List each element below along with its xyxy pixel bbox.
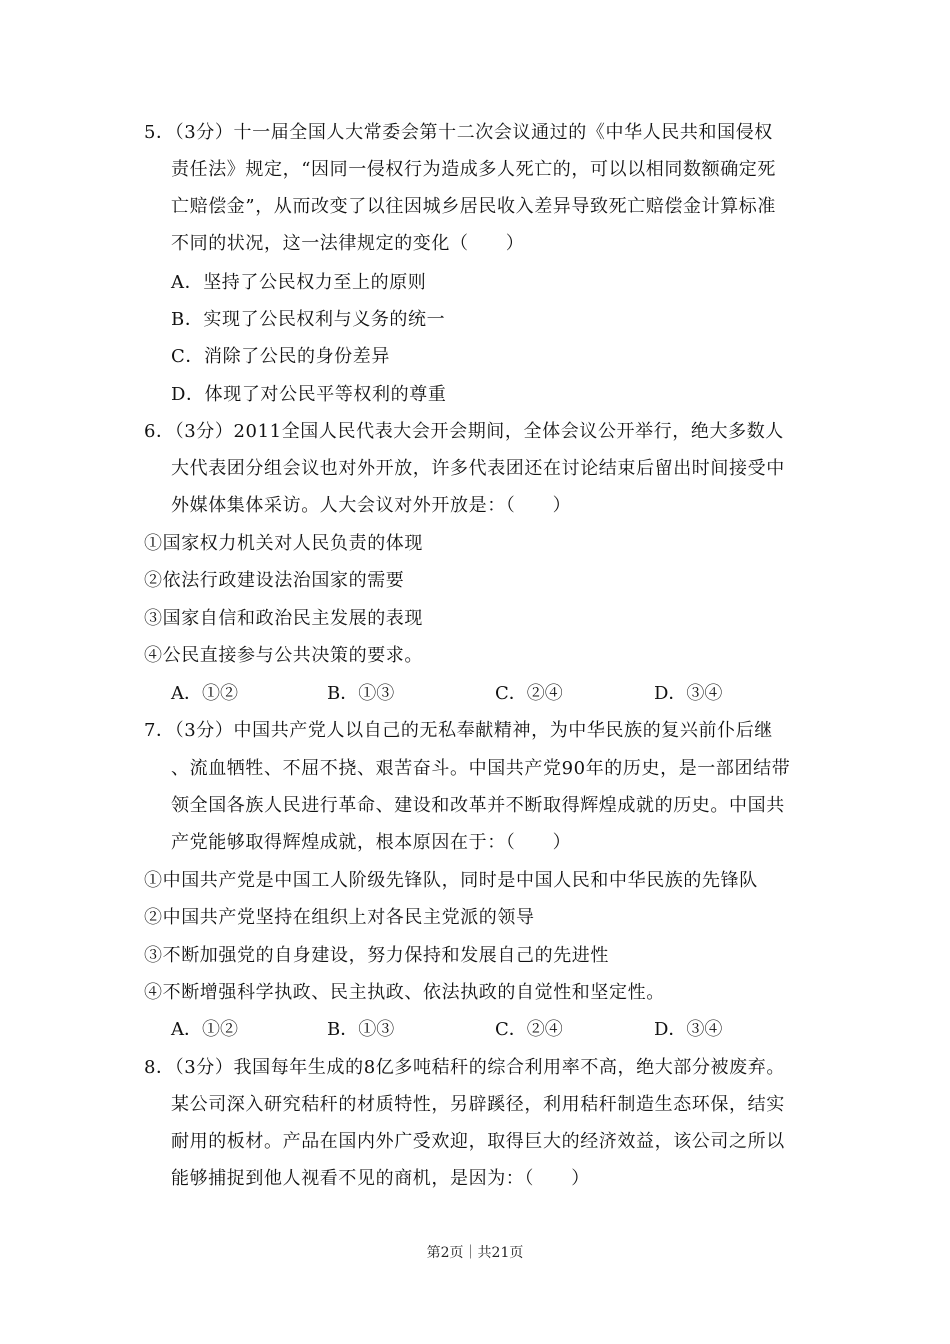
question-8-stem-line: 8．（3分）我国每年生成的8亿多吨秸秆的综合利用率不高，绝大部分被废弃。 <box>144 1057 785 1078</box>
question-5-stem-line: 不同的状况，这一法律规定的变化（ ） <box>171 233 525 254</box>
question-6-item-4: ④公民直接参与公共决策的要求。 <box>144 645 423 666</box>
question-5-stem-line: 5．（3分）十一届全国人大常委会第十二次会议通过的《中华人民共和国侵权 <box>144 122 773 143</box>
question-5-option-b: B．实现了公民权利与义务的统一 <box>171 309 446 330</box>
question-7-option-b: B．①③ <box>327 1019 395 1040</box>
question-6-stem-line: 6．（3分）2011全国人民代表大会开会期间，全体会议公开举行，绝大多数人 <box>144 421 784 442</box>
question-7-option-d: D．③④ <box>654 1019 723 1040</box>
question-5-option-c: C．消除了公民的身份差异 <box>171 346 390 367</box>
question-6-item-2: ②依法行政建设法治国家的需要 <box>144 570 405 591</box>
question-7-item-4: ④不断增强科学执政、民主执政、依法执政的自觉性和坚定性。 <box>144 982 665 1003</box>
question-6-stem-line: 大代表团分组会议也对外开放，许多代表团还在讨论结束后留出时间接受中 <box>171 458 785 479</box>
question-6-option-a: A．①② <box>171 683 238 704</box>
question-7-stem-line: 领全国各族人民进行革命、建设和改革并不断取得辉煌成就的历史。中国共 <box>171 795 785 816</box>
question-5-stem-line: 责任法》规定，“因同一侵权行为造成多人死亡的，可以以相同数额确定死 <box>171 159 776 180</box>
question-5-stem-line: 亡赔偿金”，从而改变了以往因城乡居民收入差异导致死亡赔偿金计算标准 <box>171 196 776 217</box>
question-6-option-b: B．①③ <box>327 683 395 704</box>
question-8-stem-line: 某公司深入研究秸秆的材质特性，另辟蹊径，利用秸秆制造生态环保，结实 <box>171 1094 785 1115</box>
question-6-item-1: ①国家权力机关对人民负责的体现 <box>144 533 423 554</box>
question-6-item-3: ③国家自信和政治民主发展的表现 <box>144 608 423 629</box>
question-8-stem-line: 耐用的板材。产品在国内外广受欢迎，取得巨大的经济效益，该公司之所以 <box>171 1131 785 1152</box>
question-6-stem-line: 外媒体集体采访。人大会议对外开放是：（ ） <box>171 495 572 516</box>
question-7-item-2: ②中国共产党坚持在组织上对各民主党派的领导 <box>144 907 535 928</box>
question-5-option-d: D．体现了对公民平等权利的尊重 <box>171 384 447 405</box>
question-7-option-c: C．②④ <box>495 1019 563 1040</box>
question-7-item-3: ③不断加强党的自身建设，努力保持和发展自己的先进性 <box>144 945 609 966</box>
question-7-stem-line: 7．（3分）中国共产党人以自己的无私奉献精神，为中华民族的复兴前仆后继 <box>144 720 773 741</box>
page-footer: 第2页｜共21页 <box>426 1245 524 1261</box>
question-6-option-d: D．③④ <box>654 683 723 704</box>
question-6-option-c: C．②④ <box>495 683 563 704</box>
question-8-stem-line: 能够捕捉到他人视看不见的商机，是因为：（ ） <box>171 1168 590 1189</box>
question-7-option-a: A．①② <box>171 1019 238 1040</box>
question-7-stem-line: 、流血牺牲、不屈不挠、艰苦奋斗。中国共产党90年的历史，是一部团结带 <box>171 758 791 779</box>
question-7-item-1: ①中国共产党是中国工人阶级先锋队，同时是中国人民和中华民族的先锋队 <box>144 870 758 891</box>
question-5-option-a: A．坚持了公民权力至上的原则 <box>171 272 427 293</box>
question-7-stem-line: 产党能够取得辉煌成就，根本原因在于：（ ） <box>171 832 572 853</box>
